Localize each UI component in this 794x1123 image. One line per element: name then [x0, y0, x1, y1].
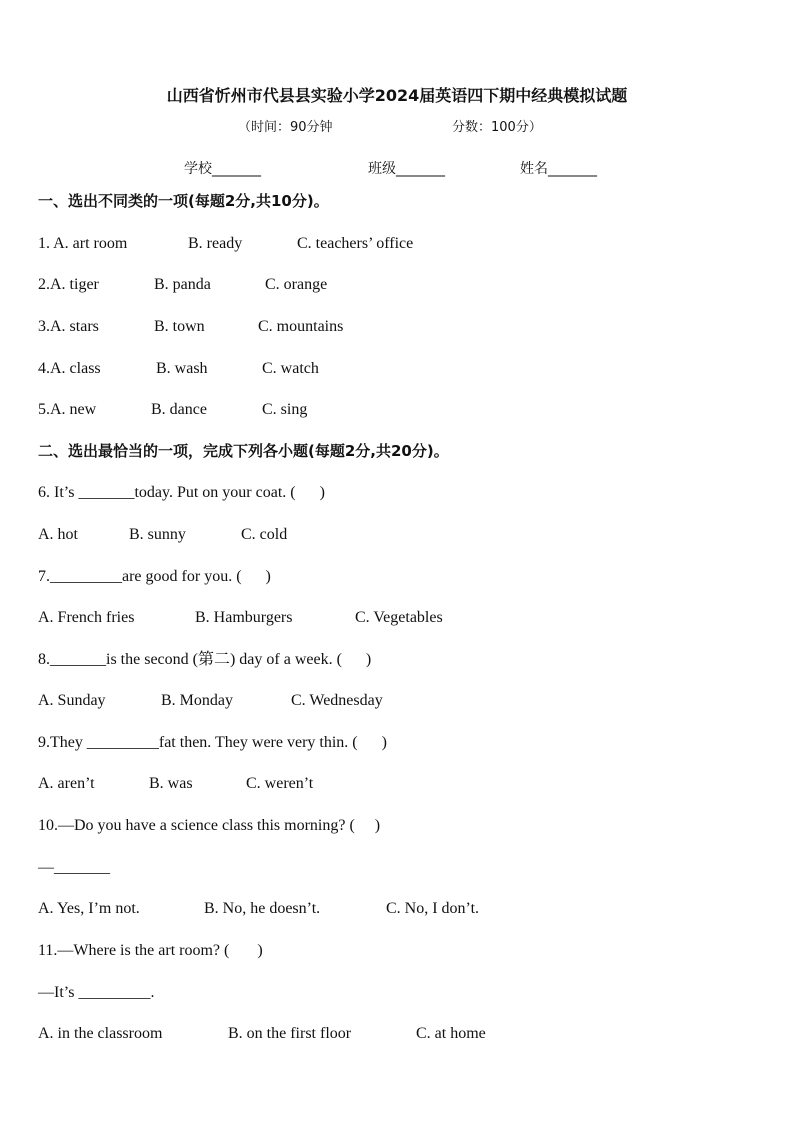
q8-option-c: C. Wednesday [291, 692, 383, 709]
q2-option-b: B. panda [154, 276, 211, 293]
q1-option-b: B. ready [188, 235, 243, 252]
exam-score: 分数：100分） [452, 120, 542, 135]
q5-option-c: C. sing [262, 401, 308, 418]
q4-option-b: B. wash [156, 360, 208, 377]
q11-reply: —It’s _________. [38, 984, 155, 1001]
q7-stem: 7._________are good for you. ( ) [38, 568, 271, 585]
q9-option-a: A. aren’t [38, 775, 95, 792]
section1-heading: 一、选出不同类的一项(每题2分,共10分)。 [38, 192, 329, 210]
q11-option-b: B. on the first floor [228, 1025, 352, 1042]
q7-option-a: A. French fries [38, 609, 135, 626]
q10-option-b: B. No, he doesn’t. [204, 900, 321, 917]
q5-option-b: B. dance [151, 401, 207, 418]
q7-option-c: C. Vegetables [355, 609, 443, 626]
q11-option-a: A. in the classroom [38, 1025, 163, 1042]
q2-option-a: 2.A. tiger [38, 276, 99, 293]
q8-option-a: A. Sunday [38, 692, 106, 709]
q10-option-c: C. No, I don’t. [386, 900, 480, 917]
q4-option-c: C. watch [262, 360, 319, 377]
school-field: 学校_______ [184, 161, 261, 177]
q6-option-b: B. sunny [129, 526, 186, 543]
q5-option-a: 5.A. new [38, 401, 97, 418]
q6-option-a: A. hot [38, 526, 78, 543]
q3-option-b: B. town [154, 318, 205, 335]
section2-heading: 二、选出最恰当的一项，完成下列各小题(每题2分,共20分)。 [38, 442, 449, 460]
name-field: 姓名_______ [520, 161, 597, 177]
q6-option-c: C. cold [241, 526, 288, 543]
exam-title: 山西省忻州市代县县实验小学2024届英语四下期中经典模拟试题 [166, 86, 628, 105]
class-field: 班级_______ [368, 161, 445, 177]
q11-option-c: C. at home [416, 1025, 486, 1042]
q1-option-a: 1. A. art room [38, 235, 128, 252]
q2-option-c: C. orange [265, 276, 328, 293]
q9-option-b: B. was [149, 775, 193, 792]
q11-stem: 11.—Where is the art room? ( ) [38, 942, 263, 959]
q10-reply: —_______ [38, 859, 110, 876]
q9-stem: 9.They _________fat then. They were very thin. ( ) [38, 734, 387, 751]
q8-option-b: B. Monday [161, 692, 233, 709]
q10-stem: 10.—Do you have a science class this morning? ( ) [38, 817, 381, 834]
exam-time: （时间：90分钟 [238, 120, 333, 135]
q4-option-a: 4.A. class [38, 360, 101, 377]
q6-stem: 6. It’s _______today. Put on your coat. ( ) [38, 484, 325, 501]
q10-option-a: A. Yes, I’m not. [38, 900, 140, 917]
q3-option-a: 3.A. stars [38, 318, 99, 335]
q3-option-c: C. mountains [258, 318, 344, 335]
q1-option-c: C. teachers’ office [297, 235, 414, 252]
q8-stem: 8._______is the second (第二) day of a week. ( ) [38, 651, 372, 668]
q7-option-b: B. Hamburgers [195, 609, 293, 626]
q9-option-c: C. weren’t [246, 775, 314, 792]
